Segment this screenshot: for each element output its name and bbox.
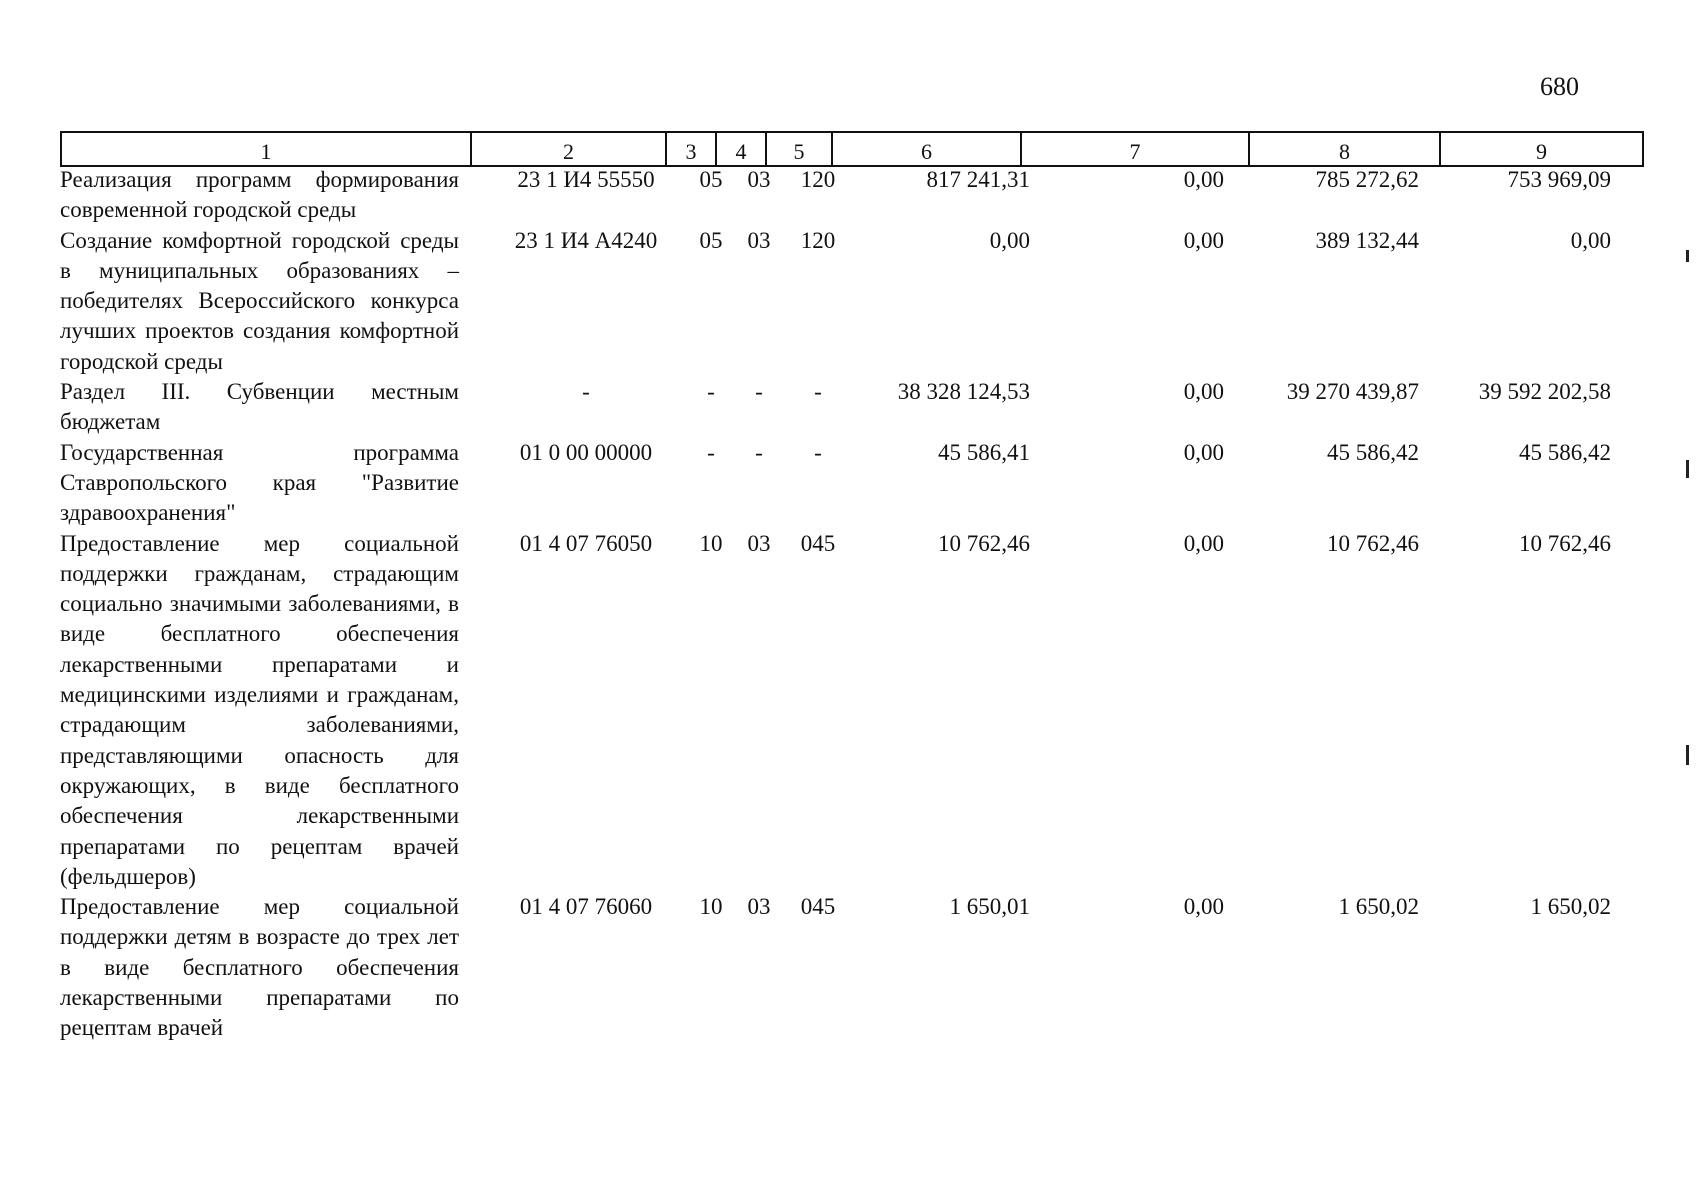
table-row — [60, 892, 1642, 1043]
row-col-4: 03 — [747, 227, 771, 253]
row-value-8: 389 132,44 — [1315, 227, 1419, 253]
row-col-3: 10 — [699, 530, 723, 556]
column-header-6: 6 — [832, 132, 1021, 166]
column-header-8: 8 — [1249, 132, 1440, 166]
row-code: - — [582, 379, 590, 405]
row-col-5: - — [814, 439, 822, 465]
row-description: Государственная программа Ставропольского края "Развитие здравоохранения" — [60, 439, 459, 526]
row-value-9: 1 650,02 — [1530, 894, 1611, 920]
budget-table-body — [60, 165, 1642, 1044]
table-row — [60, 438, 1642, 529]
row-col-5: 045 — [800, 530, 836, 556]
row-value-8: 1 650,02 — [1338, 894, 1419, 920]
row-description: Реализация программ формирования современной городской среды — [60, 167, 459, 223]
row-col-3: 05 — [699, 227, 723, 253]
row-col-4: 03 — [747, 530, 771, 556]
row-col-3: - — [707, 439, 715, 465]
column-header-2: 2 — [471, 132, 666, 166]
column-header-1: 1 — [61, 132, 471, 166]
row-value-8: 10 762,46 — [1327, 530, 1419, 556]
column-header-5: 5 — [766, 132, 832, 166]
page-number: 680 — [1540, 72, 1579, 101]
table-row — [60, 226, 1642, 377]
row-value-6: 0,00 — [989, 227, 1030, 253]
row-value-8: 45 586,42 — [1327, 439, 1419, 465]
row-value-6: 10 762,46 — [938, 530, 1030, 556]
table-row — [60, 529, 1642, 893]
row-col-4: - — [755, 379, 763, 405]
row-value-7: 0,00 — [1183, 167, 1224, 192]
row-value-8: 785 272,62 — [1315, 167, 1419, 192]
scan-edge-mark — [1686, 745, 1689, 765]
row-value-7: 0,00 — [1183, 439, 1224, 465]
row-value-9: 10 762,46 — [1519, 530, 1611, 556]
scan-edge-mark — [1686, 250, 1689, 262]
row-value-9: 39 592 202,58 — [1478, 379, 1611, 405]
row-value-6: 817 241,31 — [926, 167, 1030, 192]
row-description: Предоставление мер социальной поддержки детям в возрасте до трех лет в виде бесплатного обеспечения лекарственными препаратами по рецептам врачей — [60, 894, 459, 1041]
row-col-3: 05 — [699, 167, 723, 192]
row-code: 01 0 00 00000 — [519, 439, 653, 465]
row-col-3: - — [707, 379, 715, 405]
row-description: Раздел III. Субвенции местным бюджетам — [60, 379, 459, 435]
row-col-4: - — [755, 439, 763, 465]
row-description: Предоставление мер социальной поддержки гражданам, страдающим социально значимыми заболеваниями, в виде бесплатного обеспечения лекарственными препаратами и медицинскими изделиями и гражданам, страдающим заболеваниями, представляющими опасность для окружающих, в виде бесплатного обеспечения лекарственными препаратами по рецептам врачей (фельдшеров) — [60, 530, 459, 889]
column-header-9: 9 — [1440, 132, 1643, 166]
row-value-7: 0,00 — [1183, 894, 1224, 920]
row-col-5: 120 — [800, 167, 836, 192]
row-value-7: 0,00 — [1183, 379, 1224, 405]
row-value-7: 0,00 — [1183, 530, 1224, 556]
row-col-5: 120 — [800, 227, 836, 253]
row-col-5: - — [814, 379, 822, 405]
row-value-6: 1 650,01 — [949, 894, 1030, 920]
row-col-4: 03 — [747, 167, 771, 192]
table-row — [60, 165, 1642, 226]
row-code: 01 4 07 76060 — [519, 894, 653, 920]
row-value-8: 39 270 439,87 — [1286, 379, 1419, 405]
column-header-table — [60, 131, 1644, 167]
column-header-4: 4 — [716, 132, 766, 166]
row-value-9: 0,00 — [1570, 227, 1611, 253]
column-header-7: 7 — [1021, 132, 1249, 166]
row-description: Создание комфортной городской среды в муниципальных образованиях – победителях Всероссийского конкурса лучших проектов создания комфортной городской среды — [60, 227, 459, 374]
row-value-9: 753 969,09 — [1507, 167, 1611, 192]
row-value-6: 38 328 124,53 — [897, 379, 1030, 405]
row-value-9: 45 586,42 — [1519, 439, 1611, 465]
row-col-4: 03 — [747, 894, 771, 920]
table-row — [60, 377, 1642, 438]
scan-edge-mark — [1686, 460, 1689, 478]
row-code: 23 1 И4 55550 — [517, 167, 655, 192]
row-value-6: 45 586,41 — [938, 439, 1030, 465]
row-code: 23 1 И4 А4240 — [514, 227, 658, 253]
row-value-7: 0,00 — [1183, 227, 1224, 253]
row-col-3: 10 — [699, 894, 723, 920]
column-header-3: 3 — [666, 132, 716, 166]
row-col-5: 045 — [800, 894, 836, 920]
row-code: 01 4 07 76050 — [519, 530, 653, 556]
column-header-row — [61, 132, 1643, 166]
